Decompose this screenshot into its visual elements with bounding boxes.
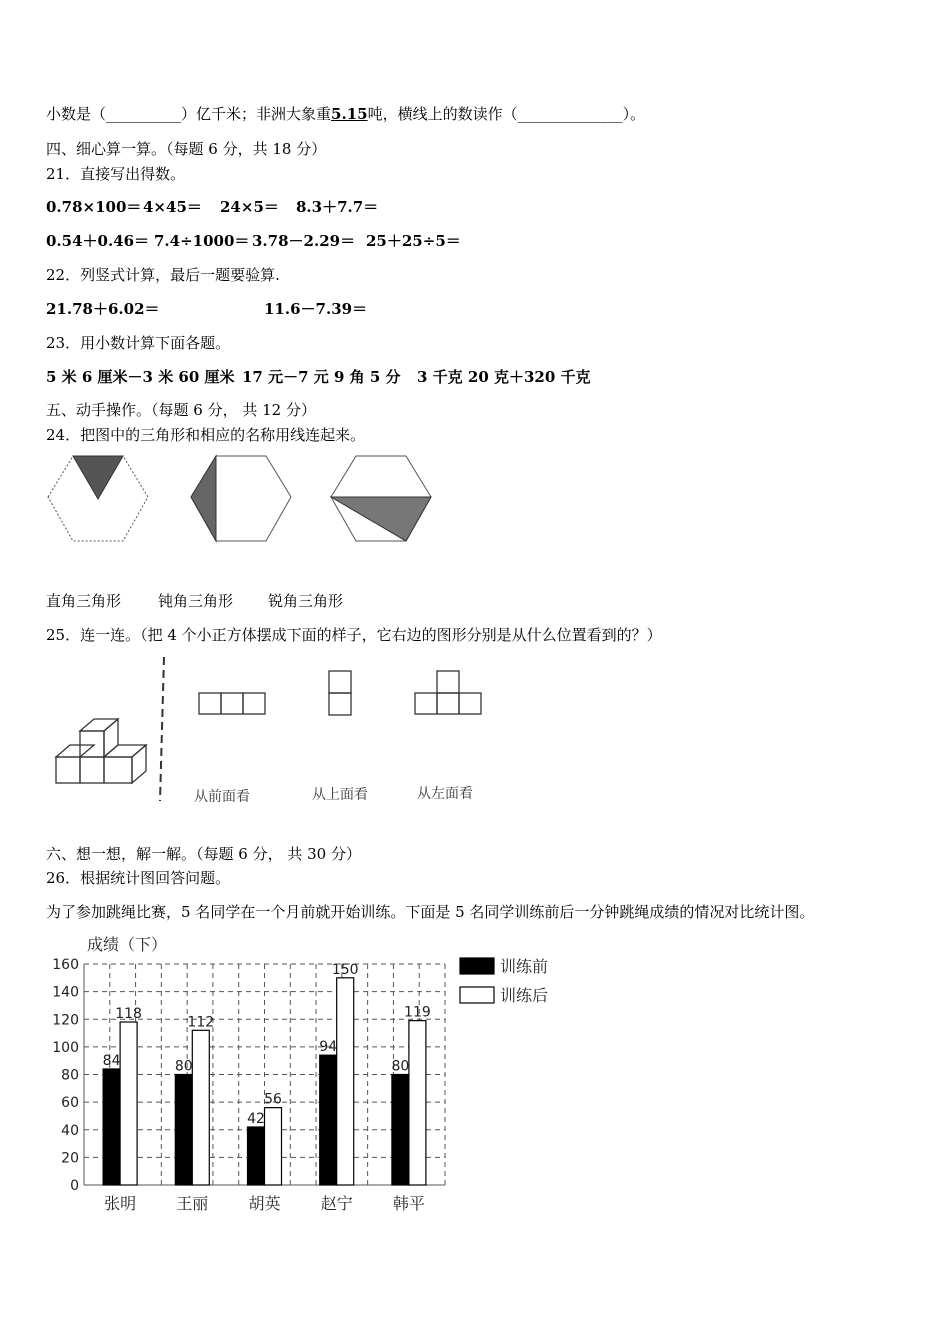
y-tick-label: 0 (70, 1178, 79, 1194)
bar-after (337, 978, 354, 1185)
view-label: 从前面看 (194, 789, 250, 805)
bar-before (320, 1055, 337, 1185)
elephant-weight: 5.15 (331, 105, 368, 123)
calc-item: 25＋25÷5＝ (366, 232, 461, 250)
bar-value-label: 119 (404, 1004, 431, 1021)
question-22: 22．列竖式计算，最后一题要验算. (46, 266, 280, 284)
legend-swatch (460, 987, 494, 1003)
y-tick-label: 20 (61, 1150, 79, 1167)
y-tick-label: 60 (61, 1095, 79, 1112)
y-tick-label: 80 (61, 1067, 79, 1084)
bar-value-label: 94 (319, 1039, 338, 1056)
bar-value-label: 112 (187, 1014, 215, 1031)
calc-row-2 (46, 230, 461, 251)
question-23: 23．用小数计算下面各题。 (46, 334, 231, 352)
divider-line (160, 657, 164, 801)
y-tick-labels (52, 957, 79, 1194)
legend-label: 训练后 (500, 986, 549, 1005)
bar-after (120, 1022, 137, 1185)
hexagon-right-triangle (331, 456, 431, 541)
answer-blank-2: ______________ (517, 105, 623, 123)
front-view-shape (199, 693, 265, 714)
intro-text-1: 小数是（ (46, 105, 107, 123)
y-tick-label: 100 (52, 1039, 79, 1056)
vertical-calc-item: 21.78＋6.02＝ (46, 300, 160, 318)
calc-item: 4×45＝ (143, 198, 202, 216)
hexagon-triangles-figure (44, 452, 444, 548)
intro-text-2: ）亿千米；非洲大象重 (181, 105, 332, 123)
question-25: 25．连一连。（把 4 个小正方体摆成下面的样子，它右边的图形分别是从什么位置看到的？） (46, 626, 662, 644)
x-tick-labels (104, 1194, 425, 1213)
x-tick-label: 韩平 (392, 1194, 425, 1213)
training-bar-chart (40, 928, 580, 1218)
triangle-names-row (46, 590, 344, 611)
bar-after (192, 1030, 209, 1185)
legend-label: 训练前 (500, 957, 549, 976)
intro-line (46, 103, 645, 124)
bar-before (175, 1075, 192, 1186)
x-tick-label: 王丽 (176, 1194, 209, 1213)
y-tick-label: 140 (52, 984, 79, 1001)
answer-blank-1: __________ (106, 105, 182, 123)
cube-stack-icon (56, 719, 146, 783)
unit-calc-item: 5 米 6 厘米－3 米 60 厘米 (46, 368, 235, 386)
bar-value-label: 42 (247, 1110, 265, 1127)
y-tick-label: 120 (52, 1012, 79, 1029)
bar-value-label: 84 (102, 1052, 121, 1069)
bar-after (265, 1108, 282, 1185)
triangle-name: 直角三角形 (46, 592, 122, 610)
unit-calc-row (46, 366, 591, 387)
x-tick-label: 胡英 (248, 1194, 281, 1213)
legend-swatch (460, 958, 494, 974)
calc-item: 8.3＋7.7＝ (296, 198, 379, 216)
question-21: 21．直接写出得数。 (46, 165, 186, 183)
calc-item: 3.78－2.29＝ (252, 232, 356, 250)
question-24: 24．把图中的三角形和相应的名称用线连起来。 (46, 426, 366, 444)
top-view-shape (329, 671, 351, 715)
bar-value-label: 150 (331, 961, 359, 978)
bar-value-label: 56 (264, 1091, 282, 1108)
view-label: 从左面看 (417, 786, 473, 802)
bar-before (392, 1075, 409, 1186)
x-tick-label: 赵宁 (320, 1194, 353, 1213)
calc-item: 0.54＋0.46＝ (46, 232, 150, 250)
intro-text-3: 吨，横线上的数读作（ (367, 105, 518, 123)
y-axis-title: 成绩（下） (87, 935, 168, 954)
bar-before (248, 1127, 265, 1185)
hexagon-acute-triangle (48, 456, 148, 541)
intro-text-4: ）。 (622, 105, 646, 123)
chart-legend (460, 957, 548, 1005)
triangle-name: 钝角三角形 (158, 592, 234, 610)
calc-row-1 (46, 196, 379, 217)
chart-description: 为了参加跳绳比赛，5 名同学在一个月前就开始训练。下面是 5 名同学训练前后一分钟跳绳成绩的情况对比统计图。 (46, 903, 815, 921)
bar-value-label: 118 (115, 1006, 142, 1023)
question-26: 26．根据统计图回答问题。 (46, 869, 231, 887)
x-tick-label: 张明 (104, 1194, 137, 1213)
calc-item: 0.78×100＝ (46, 198, 142, 216)
unit-calc-item: 17 元－7 元 9 角 5 分 (242, 368, 401, 386)
triangle-name: 锐角三角形 (268, 592, 344, 610)
section-4-title: 四、细心算一算。（每题 6 分，共 18 分） (46, 140, 327, 158)
y-tick-label: 160 (52, 957, 79, 973)
unit-calc-item: 3 千克 20 克＋320 千克 (417, 368, 591, 386)
calc-item: 7.4÷1000＝ (154, 232, 250, 250)
chart-bars (103, 962, 431, 1185)
hexagon-obtuse-triangle (191, 456, 291, 541)
bar-before (103, 1069, 120, 1185)
section-5-title: 五、动手操作。（每题 6 分， 共 12 分） (46, 401, 316, 419)
view-label: 从上面看 (312, 787, 368, 803)
left-view-shape (415, 671, 481, 714)
bar-value-label: 80 (391, 1058, 410, 1075)
vertical-calc-row (46, 298, 368, 319)
vertical-calc-item: 11.6－7.39＝ (264, 300, 368, 318)
section-6-title: 六、想一想，解一解。（每题 6 分， 共 30 分） (46, 845, 361, 863)
y-tick-label: 40 (61, 1122, 79, 1139)
calc-item: 24×5＝ (220, 198, 279, 216)
bar-value-label: 80 (174, 1058, 193, 1075)
bar-after (409, 1021, 426, 1185)
